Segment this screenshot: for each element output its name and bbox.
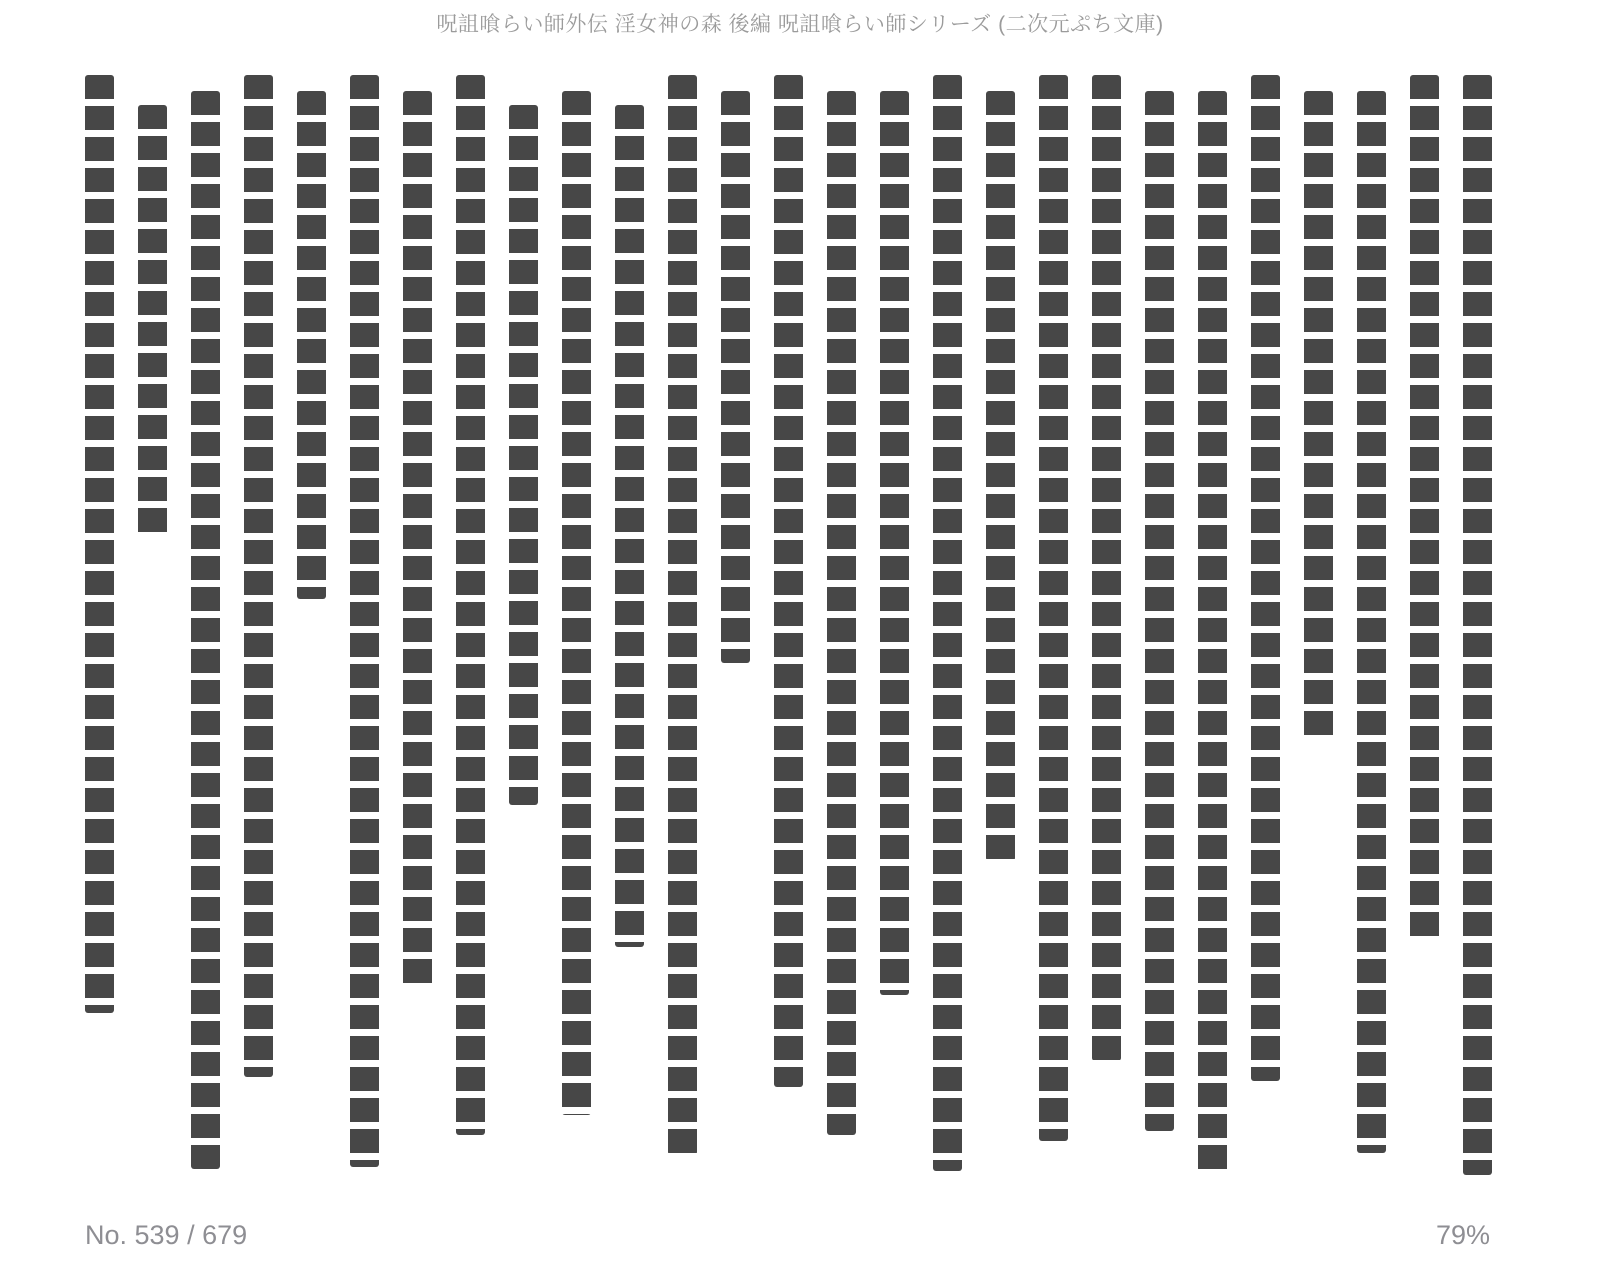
reading-surface[interactable] bbox=[85, 75, 1492, 1183]
redacted-text-column bbox=[403, 75, 432, 1183]
vertical-text-block bbox=[85, 75, 1492, 1183]
redacted-text-run bbox=[1251, 75, 1280, 1081]
redacted-text-run bbox=[191, 91, 220, 1169]
redacted-text-run bbox=[1198, 91, 1227, 1175]
redacted-text-run bbox=[1304, 91, 1333, 739]
redacted-text-run bbox=[668, 75, 697, 1155]
redacted-text-column bbox=[456, 75, 485, 1183]
redacted-text-run bbox=[986, 91, 1015, 861]
redacted-text-run bbox=[350, 75, 379, 1167]
redacted-text-run bbox=[933, 75, 962, 1171]
page-location-label: No. 539 / 679 bbox=[85, 1220, 248, 1250]
redacted-text-run bbox=[85, 75, 114, 1013]
redacted-text-run bbox=[244, 75, 273, 1077]
redacted-text-column bbox=[562, 75, 591, 1183]
redacted-text-column bbox=[85, 75, 114, 1183]
redacted-text-run bbox=[1410, 75, 1439, 941]
redacted-text-run bbox=[1463, 75, 1492, 1175]
redacted-text-column bbox=[509, 75, 538, 1183]
redacted-text-run bbox=[297, 91, 326, 599]
redacted-text-column bbox=[615, 75, 644, 1183]
book-title-header: 呪詛喰らい師外伝 淫女神の森 後編 呪詛喰らい師シリーズ (二次元ぷち文庫) bbox=[436, 13, 1164, 36]
redacted-text-run bbox=[403, 91, 432, 987]
redacted-text-column bbox=[721, 75, 750, 1183]
redacted-text-run bbox=[509, 105, 538, 805]
redacted-text-run bbox=[1092, 75, 1121, 1061]
redacted-text-column bbox=[933, 75, 962, 1183]
redacted-text-column bbox=[1410, 75, 1439, 1183]
redacted-text-run bbox=[138, 105, 167, 537]
redacted-text-run bbox=[880, 91, 909, 995]
redacted-text-column bbox=[191, 75, 220, 1183]
redacted-text-column bbox=[350, 75, 379, 1183]
redacted-text-run bbox=[456, 75, 485, 1135]
redacted-text-column bbox=[297, 75, 326, 1183]
redacted-text-run bbox=[721, 91, 750, 663]
redacted-text-column bbox=[774, 75, 803, 1183]
redacted-text-column bbox=[244, 75, 273, 1183]
redacted-text-column bbox=[827, 75, 856, 1183]
redacted-text-column bbox=[1304, 75, 1333, 1183]
redacted-text-column bbox=[1251, 75, 1280, 1183]
redacted-text-column bbox=[1145, 75, 1174, 1183]
redacted-text-run bbox=[562, 91, 591, 1115]
redacted-text-run bbox=[774, 75, 803, 1087]
redacted-text-run bbox=[827, 91, 856, 1135]
redacted-text-column bbox=[986, 75, 1015, 1183]
redacted-text-column bbox=[1198, 75, 1227, 1183]
reader-footer bbox=[85, 1220, 1490, 1251]
progress-percent-label: 79% bbox=[1435, 1220, 1490, 1250]
redacted-text-run bbox=[1357, 91, 1386, 1153]
redacted-text-column bbox=[1463, 75, 1492, 1183]
redacted-text-column bbox=[668, 75, 697, 1183]
redacted-text-run bbox=[1145, 91, 1174, 1131]
redacted-text-column bbox=[1039, 75, 1068, 1183]
redacted-text-run bbox=[1039, 75, 1068, 1141]
redacted-text-column bbox=[1092, 75, 1121, 1183]
redacted-text-column bbox=[1357, 75, 1386, 1183]
redacted-text-column bbox=[138, 75, 167, 1183]
redacted-text-run bbox=[615, 105, 644, 947]
redacted-text-column bbox=[880, 75, 909, 1183]
